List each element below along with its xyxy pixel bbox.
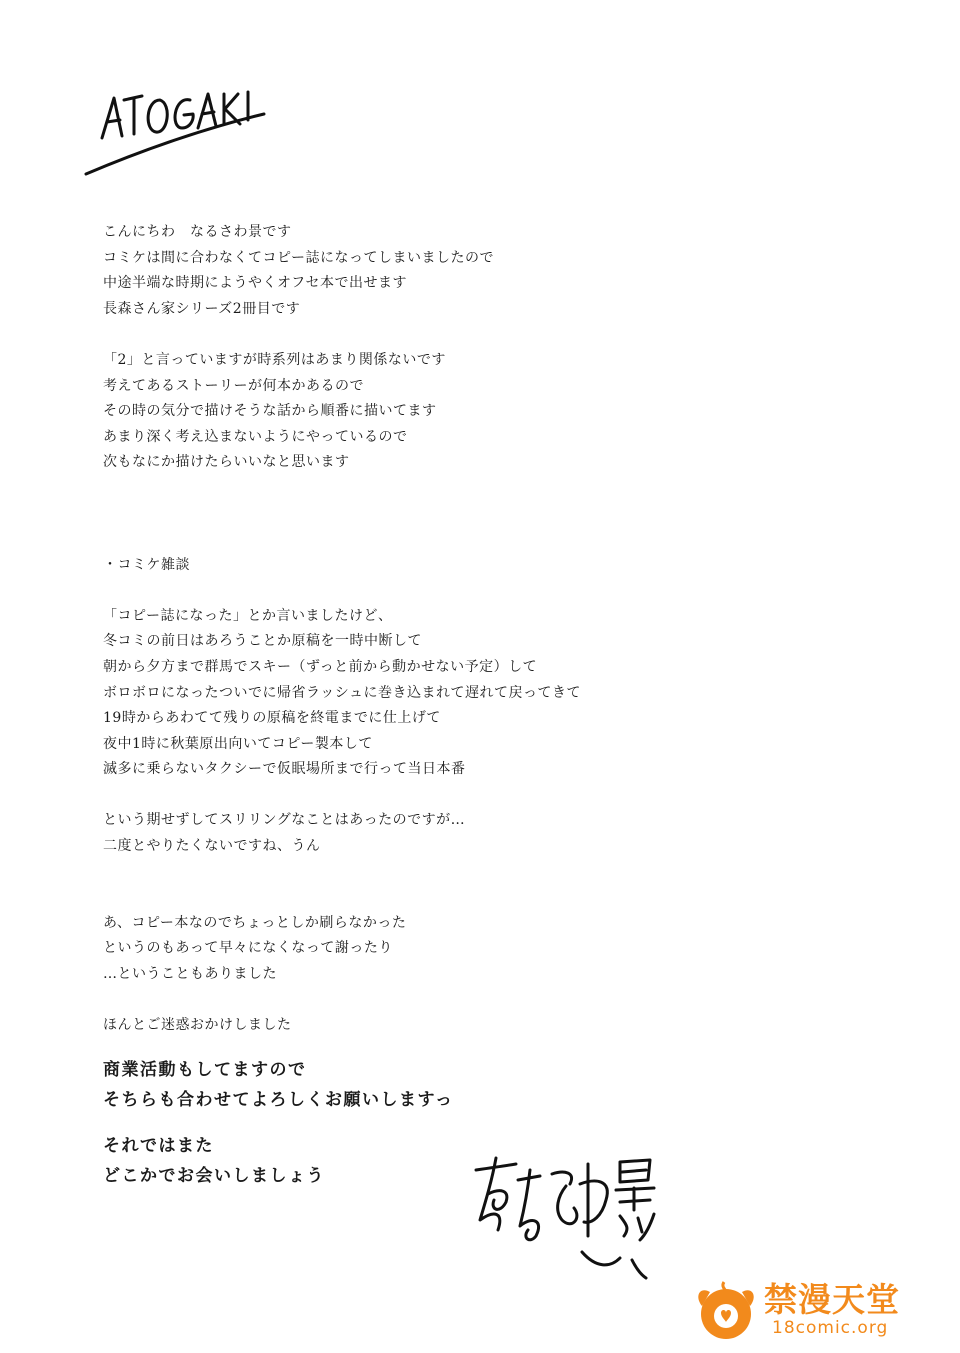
text-line: ほんとご迷惑おかけしました <box>103 1017 292 1034</box>
text-line: 長森さん家シリーズ2冊目です <box>103 300 301 317</box>
paragraph-thrilling <box>103 808 743 859</box>
text-line-large: それではまた <box>103 1135 214 1156</box>
text-line: ボロボロになったついでに帰省ラッシュに巻き込まれて遅れて戻ってきて <box>103 684 581 701</box>
text-line: 滅多に乗らないタクシーで仮眠場所まで行って当日本番 <box>103 761 466 778</box>
text-line-large: どこかでお会いしましょう <box>103 1165 325 1186</box>
title-handwritten <box>78 82 268 182</box>
text-line: 「コピー誌になった」とか言いましたけど、 <box>103 607 393 624</box>
text-line: コミケは間に合わなくてコピー誌になってしまいましたので <box>103 249 494 266</box>
text-line: 次もなにか描けたらいいなと思います <box>103 454 350 471</box>
paragraph-series <box>103 348 743 476</box>
text-line: 夜中1時に秋葉原出向いてコピー製本して <box>103 735 373 752</box>
text-line: あ、コピー本なのでちょっとしか刷らなかった <box>103 914 407 931</box>
watermark-title: 禁漫天堂 <box>764 1280 900 1319</box>
text-line: こんにちわ なるさわ景です <box>103 224 292 240</box>
paragraph-copybook <box>103 911 743 988</box>
text-line: というのもあって早々になくなって謝ったり <box>103 940 393 957</box>
paragraph-apology <box>103 1013 743 1039</box>
text-line: その時の気分で描けそうな話から順番に描いてます <box>103 403 437 420</box>
text-line: 冬コミの前日はあろうことか原稿を一時中断して <box>103 633 422 650</box>
paragraph-greeting <box>103 220 743 322</box>
afterword-body <box>103 220 743 1191</box>
watermark-url: 18comic.org <box>772 1318 889 1338</box>
text-line-large: そちらも合わせてよろしくお願いしますっ <box>103 1089 454 1110</box>
text-line: という期せずしてスリリングなことはあったのですが… <box>103 812 466 829</box>
text-line: 「2」と言っていますが時系列はあまり関係ないです <box>103 351 446 368</box>
text-line: あまり深く考え込まないようにやっているので <box>103 428 408 445</box>
text-line-large: 商業活動もしてますので <box>103 1059 307 1080</box>
text-line: 二度とやりたくないですね、うん <box>103 838 321 855</box>
text-line: 考えてあるストーリーが何本かあるので <box>103 377 364 394</box>
section-heading: ・コミケ雑談 <box>103 556 190 573</box>
watermark <box>692 1268 922 1348</box>
text-line: …ということもありました <box>103 965 277 982</box>
text-line: 朝から夕方まで群馬でスキー（ずっと前から動かせない予定）して <box>103 658 538 675</box>
author-signature <box>470 1140 660 1290</box>
text-line: 19時からあわてて残りの原稿を終電までに仕上げて <box>103 710 441 727</box>
text-line: 中途半端な時期にようやくオフセ本で出せます <box>103 275 407 292</box>
paragraph-commercial <box>103 1055 743 1115</box>
paragraph-comiket-story <box>103 604 743 783</box>
mascot-logo-icon <box>694 1276 764 1346</box>
